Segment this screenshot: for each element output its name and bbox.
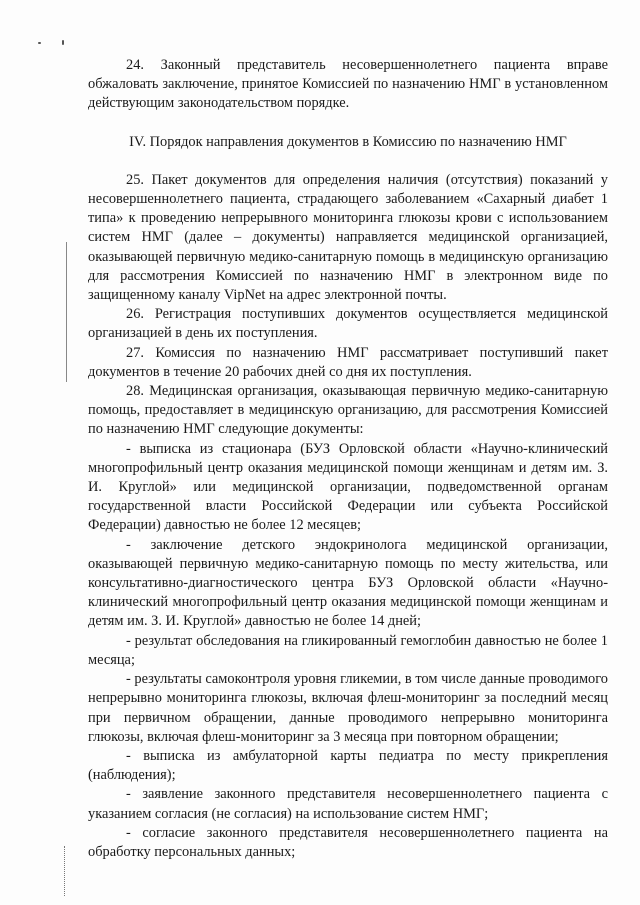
paragraph-25: 25. Пакет документов для определения наличия (отсутствия) показаний у несовершеннолетнего пациента, страдающего заболеванием «Сахарный диабет 1 типа» к проведению непрерывного мониторинга глюкозы крови с использованием систем НМГ (далее – документы) направляется медицинской организацией, оказывающей первичную медико-санитарную помощь в медицинскую организацию для рассмотрения Комиссией по назначению НМГ в электронном виде по защищенному каналу VipNet на адрес электронной почты.	[88, 171, 608, 304]
section-heading: IV. Порядок направления документов в Комиссию по назначению НМГ	[129, 133, 567, 150]
list-item: - согласие законного представителя несовершеннолетнего пациента на обработку персональных данных;	[88, 824, 608, 860]
list-item: - заключение детского эндокринолога медицинской организации, оказывающей первичную медико-санитарную помощь по месту жительства, или консультативно-диагностического центра БУЗ Орловской области «Научно-клинический многопрофильный центр оказания медицинской помощи женщинам и детям им. З. И. Круглой» давностью не более 14 дней;	[88, 536, 608, 630]
scan-speck	[38, 42, 41, 44]
paragraph-27: 27. Комиссия по назначению НМГ рассматривает поступивший пакет документов в течение 20 рабочих дней со дня их поступления.	[88, 344, 608, 380]
list-item: - выписка из стационара (БУЗ Орловской области «Научно-клинический многопрофильный центр оказания медицинской помощи женщинам и детям им. З. И. Круглой» или медицинской организации, подведомственной органам государственной власти Российской Федерации или субъекта Российской Федерации) давностью не более 12 месяцев;	[88, 440, 608, 534]
list-item: - результат обследования на гликированный гемоглобин давностью не более 1 месяца;	[88, 632, 608, 668]
document-body	[88, 56, 608, 862]
scan-speck	[62, 40, 64, 45]
paragraph-24: 24. Законный представитель несовершеннолетнего пациента вправе обжаловать заключение, принятое Комиссией по назначению НМГ в установленном действующим законодательством порядке.	[88, 57, 608, 112]
paragraph-28: 28. Медицинская организация, оказывающая первичную медико-санитарную помощь, предоставляет в медицинскую организацию, для рассмотрения Комиссией по назначению НМГ следующие документы:	[88, 383, 608, 438]
list-item: - результаты самоконтроля уровня гликемии, в том числе данные проводимого непрерывно мониторинга глюкозы, включая флеш-мониторинг за последний месяц при первичном обращении, данные проводимого непрерывно мониторинга глюкозы, включая флеш-мониторинг за 3 месяца при повторном обращении;	[88, 671, 608, 745]
paragraph-26: 26. Регистрация поступивших документов осуществляется медицинской организацией в день их поступления.	[88, 306, 608, 342]
list-item: - заявление законного представителя несовершеннолетнего пациента с указанием согласия (не согласия) на использование систем НМГ;	[88, 786, 608, 822]
margin-rule	[66, 242, 67, 382]
margin-dots	[64, 846, 67, 896]
list-item: - выписка из амбулаторной карты педиатра по месту прикрепления (наблюдения);	[88, 747, 608, 784]
